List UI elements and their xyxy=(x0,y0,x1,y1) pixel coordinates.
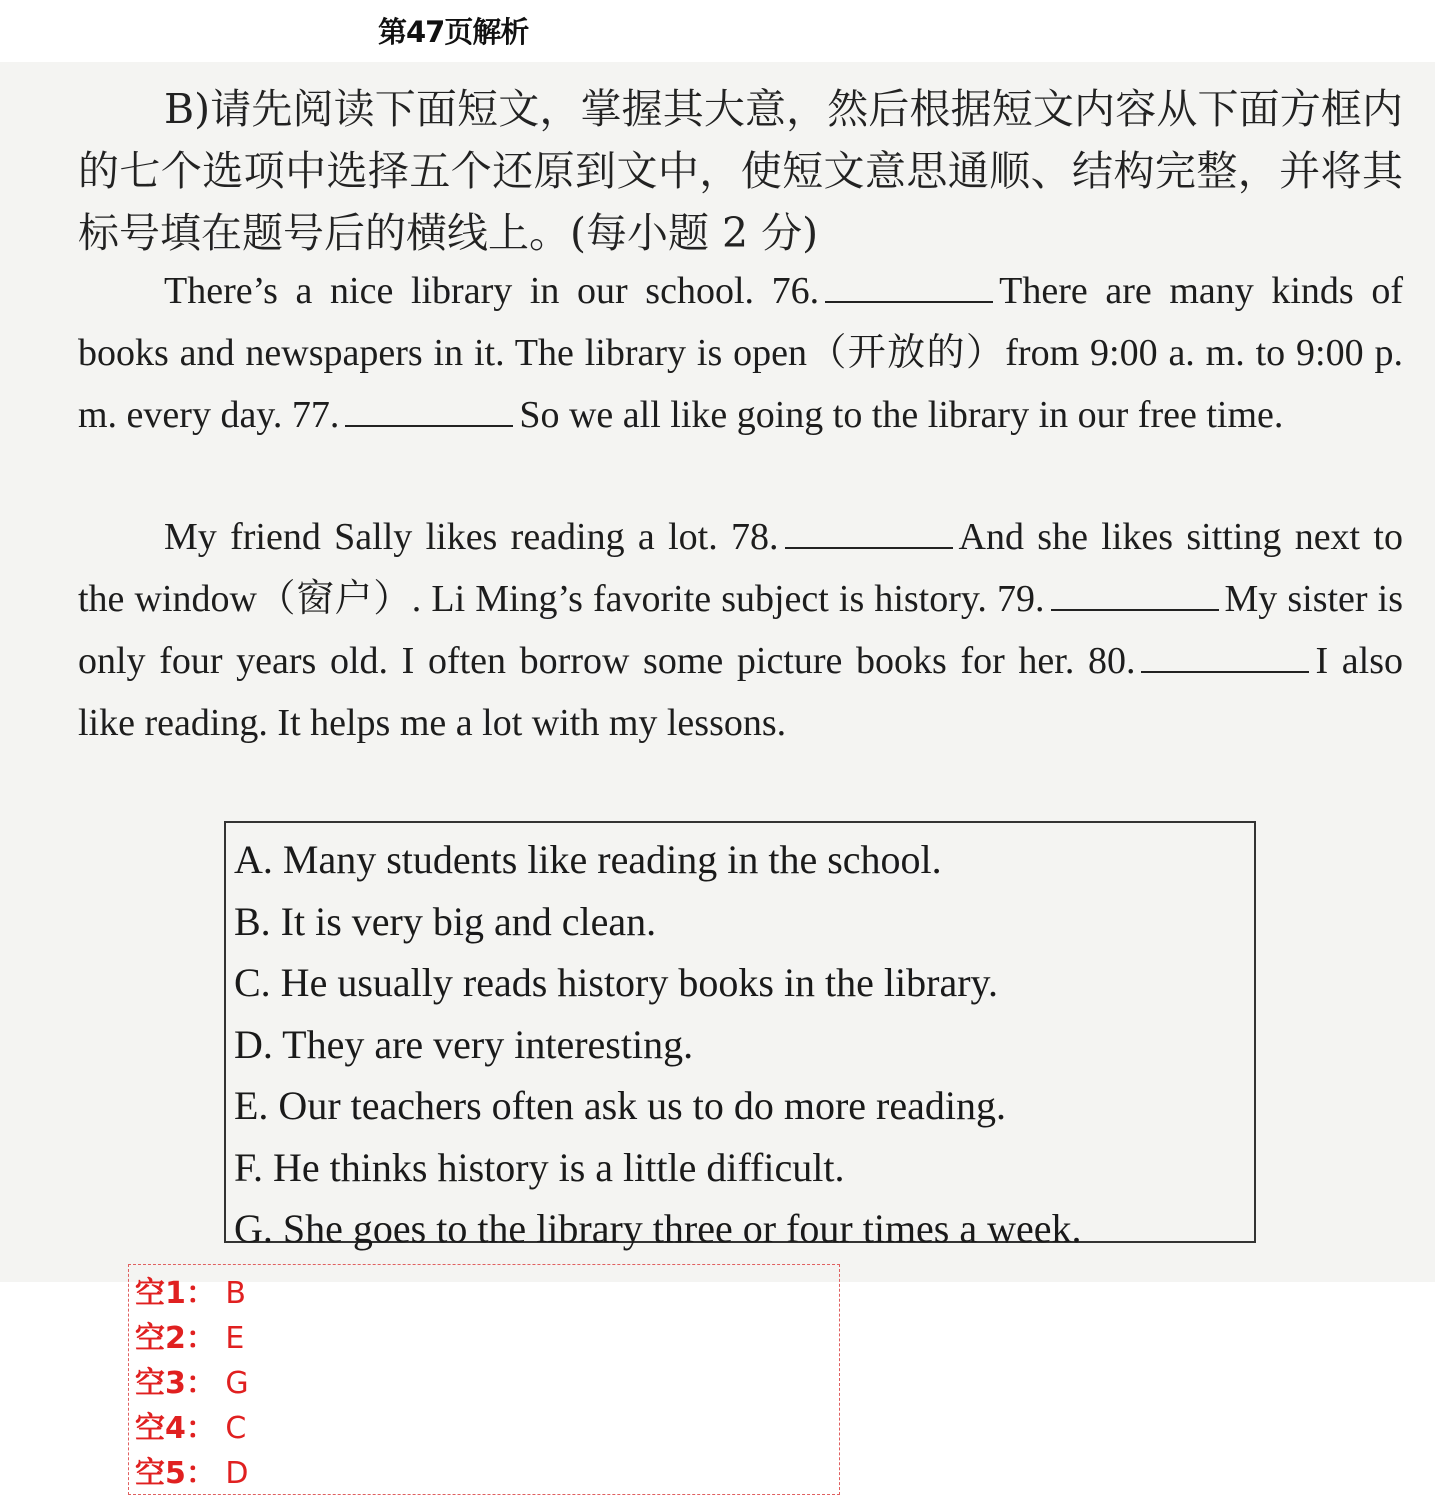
option-e: E. Our teachers often ask us to do more reading. xyxy=(234,1083,1006,1128)
answer-value: D xyxy=(225,1456,249,1491)
page-title: 第47页解析 xyxy=(378,15,529,49)
passage-paragraph-2 xyxy=(78,506,1403,754)
answer-value: B xyxy=(225,1276,247,1311)
answer-box xyxy=(128,1264,840,1495)
sentence: My sister is only four years old. I often borrow some picture books for her. 80. xyxy=(78,578,1403,682)
answer-label: 空1： xyxy=(135,1276,216,1311)
answer-row xyxy=(135,1361,839,1406)
blank-77 xyxy=(345,395,513,427)
answer-label: 空3： xyxy=(135,1366,216,1401)
options-box xyxy=(224,821,1256,1251)
option-a: A. Many students like reading in the school. xyxy=(234,837,942,882)
answer-label: 空4： xyxy=(135,1411,216,1446)
sentence: So we all like going to the library in our free time. xyxy=(519,394,1284,436)
blank-76 xyxy=(825,271,993,303)
sentence: There are many kinds of books and newspapers in it. The library is open（开放的）from 9:00 a. m. to 9:00 p. m. every day. 77. xyxy=(78,270,1403,436)
answer-label: 空2： xyxy=(135,1321,216,1356)
answer-row xyxy=(135,1406,839,1451)
answer-value: G xyxy=(225,1366,249,1401)
answer-row xyxy=(135,1451,839,1496)
sentence: I also like reading. It helps me a lot with my lessons. xyxy=(78,640,1403,744)
option-b: B. It is very big and clean. xyxy=(234,898,657,944)
option-d: D. They are very interesting. xyxy=(234,1021,694,1067)
blank-79 xyxy=(1051,579,1219,611)
blank-78 xyxy=(785,517,953,549)
answer-label: 空5： xyxy=(135,1456,216,1491)
sentence: And she likes sitting next to the window（窗户）. Li Ming’s favorite subject is history. 79. xyxy=(78,516,1403,620)
blank-80 xyxy=(1141,641,1309,673)
answer-value: E xyxy=(225,1321,245,1356)
option-c: C. He usually reads history books in the library. xyxy=(234,960,998,1005)
answer-row xyxy=(135,1316,839,1361)
answer-value: C xyxy=(225,1411,247,1446)
sentence: There’s a nice library in our school. 76. xyxy=(164,270,820,312)
sentence: My friend Sally likes reading a lot. 78. xyxy=(164,516,779,558)
option-g: G. She goes to the library three or four times a week. xyxy=(234,1206,1082,1251)
option-f: F. He thinks history is a little difficult. xyxy=(234,1144,845,1190)
instruction-text: B)请先阅读下面短文，掌握其大意，然后根据短文内容从下面方框内的七个选项中选择五个还原到文中，使短文意思通顺、结构完整，并将其标号填在题号后的横线上。(每小题 2 分) xyxy=(78,85,1403,257)
passage-paragraph-1 xyxy=(78,260,1403,446)
answer-row xyxy=(135,1271,839,1316)
